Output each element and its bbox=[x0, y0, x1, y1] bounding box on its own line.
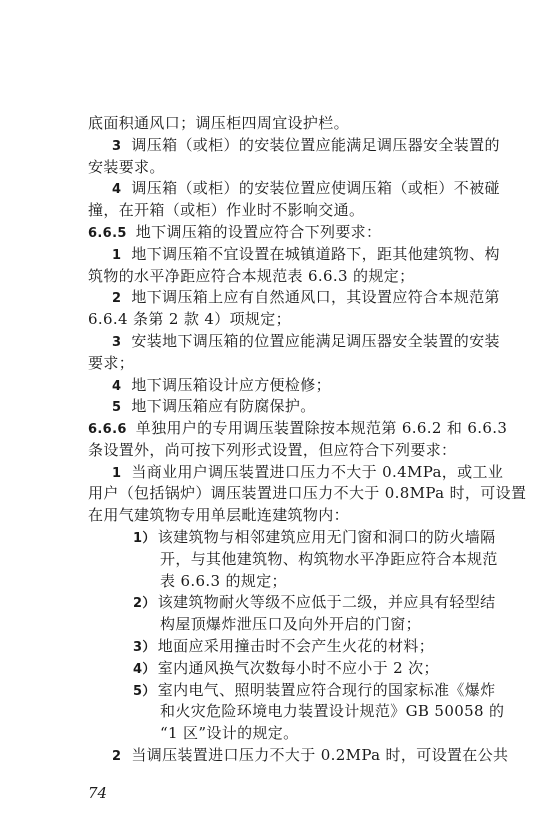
clause-number: 4 bbox=[112, 182, 122, 197]
text-line: 底面积通风口；调压柜四周宜设护栏。 bbox=[88, 114, 349, 132]
sub-item-number: 3） bbox=[133, 640, 156, 655]
page-number: 74 bbox=[88, 784, 108, 802]
text-line: 在用气建筑物专用单层毗连建筑物内： bbox=[88, 506, 349, 524]
text-line: 构屋顶爆炸泄压口及向外开启的门窗； bbox=[160, 615, 421, 633]
sub-item: 4） 室内通风换气次数每小时不应小于 2 次； bbox=[133, 659, 439, 677]
clause-number: 1 bbox=[112, 466, 122, 481]
clause-item: 1 地下调压箱不宜设置在城镇道路下，距其他建筑物、构 bbox=[112, 245, 500, 263]
sub-item-number: 2） bbox=[133, 596, 156, 611]
sub-item-number: 1） bbox=[133, 531, 156, 546]
sub-item-number: 4） bbox=[133, 662, 156, 677]
sub-item: 2） 该建筑物耐火等级不应低于二级，并应具有轻型结 bbox=[133, 593, 496, 611]
clause-number: 3 bbox=[112, 139, 122, 154]
clause-item: 1 当商业用户调压装置进口压力不大于 0.4MPa，或工业 bbox=[112, 463, 504, 481]
sub-item: 1） 该建筑物与相邻建筑应用无门窗和洞口的防火墙隔 bbox=[133, 528, 496, 546]
section-heading: 6.6.6 单独用户的专用调压装置除按本规范第 6.6.2 和 6.6.3 bbox=[88, 419, 508, 437]
text-line: 表 6.6.3 的规定； bbox=[160, 572, 287, 590]
clause-item: 4 调压箱（或柜）的安装位置应使调压箱（或柜）不被碰 bbox=[112, 179, 500, 197]
clause-number: 2 bbox=[112, 291, 122, 306]
text-line: “1 区”设计的规定。 bbox=[160, 724, 299, 742]
section-number: 6.6.6 bbox=[88, 422, 127, 437]
text-line: 开，与其他建筑物、构筑物水平净距应符合本规范 bbox=[160, 550, 498, 568]
text-line: 安装要求。 bbox=[88, 158, 165, 176]
clause-item: 3 调压箱（或柜）的安装位置应能满足调压器安全装置的 bbox=[112, 136, 500, 154]
clause-number: 2 bbox=[112, 749, 122, 764]
text-line: 6.6.4 条第 2 款 4）项规定； bbox=[88, 310, 291, 328]
clause-item: 3 安装地下调压箱的位置应能满足调压器安全装置的安装 bbox=[112, 332, 500, 350]
clause-number: 3 bbox=[112, 335, 122, 350]
section-heading: 6.6.5 地下调压箱的设置应符合下列要求： bbox=[88, 223, 382, 241]
clause-number: 1 bbox=[112, 248, 122, 263]
sub-item-number: 5） bbox=[133, 684, 156, 699]
clause-number: 5 bbox=[112, 400, 122, 415]
text-line: 条设置外，尚可按下列形式设置，但应符合下列要求： bbox=[88, 441, 457, 459]
text-line: 和火灾危险环境电力装置设计规范》GB 50058 的 bbox=[160, 702, 505, 720]
clause-number: 4 bbox=[112, 379, 122, 394]
text-line: 撞，在开箱（或柜）作业时不影响交通。 bbox=[88, 201, 365, 219]
section-number: 6.6.5 bbox=[88, 226, 127, 241]
clause-item: 2 地下调压箱上应有自然通风口，其设置应符合本规范第 bbox=[112, 288, 500, 306]
sub-item: 3） 地面应采用撞击时不会产生火花的材料； bbox=[133, 637, 435, 655]
clause-item: 4 地下调压箱设计应方便检修； bbox=[112, 376, 331, 394]
text-line: 筑物的水平净距应符合本规范表 6.6.3 的规定； bbox=[88, 267, 415, 285]
text-line: 用户（包括锅炉）调压装置进口压力不大于 0.8MPa 时，可设置 bbox=[88, 484, 527, 502]
clause-item: 2 当调压装置进口压力不大于 0.2MPa 时，可设置在公共 bbox=[112, 746, 509, 764]
text-line: 要求； bbox=[88, 354, 135, 372]
clause-item: 5 地下调压箱应有防腐保护。 bbox=[112, 397, 316, 415]
sub-item: 5） 室内电气、照明装置应符合现行的国家标准《爆炸 bbox=[133, 681, 496, 699]
